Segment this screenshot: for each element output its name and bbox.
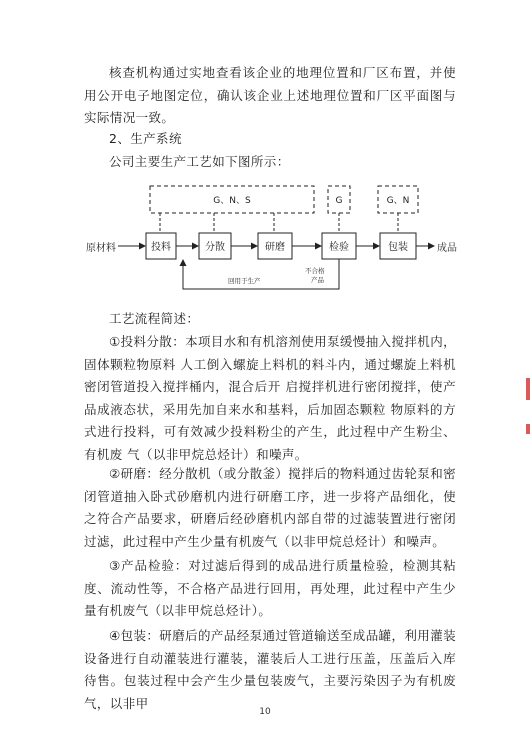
stamp-fragment [526,378,530,400]
paragraph-packaging: ④包装：研磨后的产品经泵通过管道输送至成品罐，利用灌装设备进行自动灌装进行灌装，灌装后人工进行压盖，压盖后入库待售。包装过程中会产生少量包装废气，主要污染因子为有机废气，以非甲 [84,628,457,711]
paragraph-feeding: ①投料分散：本项目水和有机溶剂使用泵缓慢抽入搅拌机内，固体颗粒物原料 人工倒入螺旋上料机的料斗内，通过螺旋上料机密闭管道投入搅拌桶内，混合后开 启搅拌机进行密闭搅拌，使产品成液态状，采用先加自来水和基料，后加固态颗粒 物原料的方式进行投料，可有效减少投料粉尘的产生，此过程中产生粉尘、有机废 气（以非甲烷总烃计）和噪声。 [84,334,457,462]
page-number: 10 [259,707,271,717]
stamp-fragment [526,424,530,434]
emission-label-gn: G、N [386,196,410,206]
paragraph-inspection: ③产品检验：对过滤后得到的成品进行质量检验，检测其粘度、流动性等，不合格产品进行回用，再处理，此过程中产生少量有机废气（以非甲烷总烃计）。 [84,558,456,619]
step-label-3: 研磨 [265,242,285,253]
emission-label-g: G [335,196,343,206]
paragraph-grinding: ②研磨：经分散机（或分散釜）搅拌后的物料通过齿轮泵和密闭管道抽入卧式砂磨机内进行研磨工序，进一步将产品细化，使之符合产品要求，研磨后经砂磨机内部自带的过滤装置进行密闭过滤，此过程中产生少量有机废气（以非甲烷总烃计）和噪声。 [84,466,457,549]
emission-label-gns: G、N、S [213,196,251,206]
step-label-5: 包装 [388,242,408,253]
output-label: 成品 [437,243,457,254]
diagram-intro: 公司主要生产工艺如下图所示： [109,154,290,169]
reject-label-2: 产品 [311,276,324,284]
step-label-1: 投料 [151,242,171,253]
step-label-4: 检验 [329,242,349,253]
return-label: 回用于生产 [228,277,261,285]
process-heading: 工艺流程简述： [109,311,200,326]
reject-label-1: 不合格 [305,267,325,275]
section-heading: 2、生产系统 [109,131,182,146]
input-label: 原材料 [86,243,116,254]
step-label-2: 分散 [205,242,225,253]
intro-paragraph: 核查机构通过实地查看该企业的地理位置和厂区布置，并使用公开电子地图定位，确认该企业上述地理位置和厂区平面图与实际情况一致。 [84,65,456,126]
